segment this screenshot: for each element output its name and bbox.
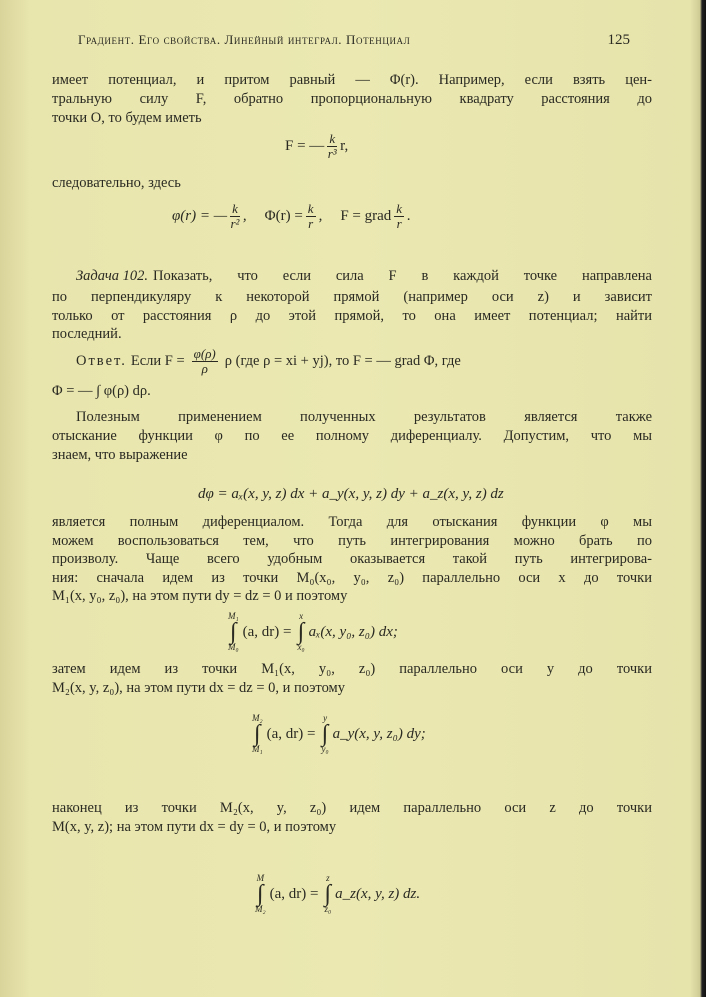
upper-limit: M [256, 873, 265, 883]
formula-part: . [407, 208, 411, 224]
text-line: можем воспользоваться тем, что путь интегрирования можно брать по [52, 533, 652, 549]
upper-limit: M₁ [228, 611, 239, 621]
formula-part: a_y(x, y, z₀) dy; [332, 725, 426, 742]
denominator: r [308, 216, 314, 231]
formula-part: F = grad [340, 208, 392, 224]
formula-force [285, 132, 348, 161]
text-line: имеет потенциал, и притом равный — Φ(r). Например, если взять цен- [52, 72, 652, 88]
text-line: точки O, то будем иметь [52, 110, 202, 126]
text-line: ния: сначала идем из точки M₀(x₀, y₀, z₀) параллельно оси x до точки [52, 570, 652, 586]
lower-limit: y₀ [321, 744, 329, 754]
formula-differential: dφ = aₓ(x, y, z) dx + a_y(x, y, z) dy + a_z(x, y, z) dz [198, 486, 504, 502]
text-line: является полным диференциалом. Тогда для отыскания функции φ мы [52, 514, 652, 530]
formula-part: aₓ(x, y₀, z₀) dx; [308, 623, 398, 640]
text-line: Показать, что если сила F в каждой точке направлена [153, 268, 652, 284]
lower-limit: M₂ [255, 904, 266, 914]
header-title: Градиент. Его свойства. Линейный интеграл. Потенциал [78, 32, 411, 47]
answer-line [76, 345, 652, 377]
denominator: ρ [201, 360, 208, 376]
text-line: M₁(x, y₀, z₀), на этом пути dy = dz = 0 и поэтому [52, 588, 348, 604]
lower-limit: M₁ [252, 744, 263, 754]
upper-limit: z [326, 873, 330, 883]
denominator: r² [230, 216, 240, 231]
numerator: k [232, 201, 238, 216]
text-line: тральную силу F, обратно пропорциональную квадрату расстояния до [52, 91, 653, 107]
text-line: Φ = — ∫ φ(ρ) dρ. [52, 383, 151, 399]
upper-limit: x [299, 611, 304, 621]
denominator: r [396, 216, 402, 231]
text-line: произволу. Чаще всего удобным оказывается такой путь интегрирова- [52, 551, 653, 567]
running-header [78, 32, 630, 49]
text-line: знаем, что выражение [52, 447, 188, 463]
text-line: M(x, y, z); на этом пути dx = dy = 0, и поэтому [52, 819, 337, 835]
text-line: Полезным применением полученных результатов является также [76, 409, 653, 425]
upper-limit: M₂ [252, 713, 263, 723]
upper-limit: y [323, 713, 328, 723]
formula-part: (a, dr) = [269, 885, 319, 902]
text-line: последний. [52, 326, 122, 342]
numerator: φ(ρ) [193, 345, 216, 361]
text-line: следовательно, здесь [52, 175, 181, 191]
formula-potential [172, 202, 411, 231]
formula-part: , [318, 208, 323, 224]
text-line: по перпендикуляру к некоторой прямой (например оси z) и зависит [52, 289, 652, 305]
lower-limit: z₀ [324, 904, 332, 914]
formula-part: , [242, 208, 247, 224]
task-line [76, 267, 652, 285]
numerator: k [396, 201, 403, 216]
text-line: только от расстояния ρ до этой прямой, то она имеет потенциал; найти [52, 308, 653, 324]
text-part: Если F = [130, 353, 185, 369]
formula-part: a_z(x, y, z) dz. [335, 885, 421, 902]
answer-label: Ответ. [76, 353, 127, 369]
lower-limit: M₀ [228, 642, 239, 652]
task-label: Задача 102. [76, 268, 148, 284]
numerator: k [329, 131, 336, 146]
text-line: затем идем из точки M₁(x, y₀, z₀) параллельно оси y до точки [52, 661, 652, 677]
text-line: отыскание функции φ по ее полному диференциалу. Допустим, что мы [52, 428, 653, 444]
formula-part: F = — [285, 138, 325, 154]
text-part: ρ (где ρ = xi + yj), то F = — grad Φ, где [224, 353, 461, 369]
page-number: 125 [607, 32, 630, 48]
text-line: наконец из точки M₂(x, y, z₀) идем параллельно оси z до точки [52, 800, 652, 816]
numerator: k [307, 201, 314, 216]
formula-part: r, [340, 138, 349, 154]
formula-part: (a, dr) = [266, 725, 316, 742]
lower-limit: x₀ [297, 642, 305, 652]
formula-part: φ(r) = — [172, 208, 228, 224]
denominator: r³ [327, 146, 337, 161]
formula-part: Φ(r) = [264, 208, 303, 224]
integral-3: M ∫ M₂ (a, dr) = z ∫ z₀ a_z(x, y, z) dz. [255, 873, 421, 914]
text-line: M₂(x, y, z₀), на этом пути dx = dz = 0, и поэтому [52, 680, 345, 696]
integral-1: M₁ ∫ M₀ (a, dr) = x ∫ x₀ aₓ(x, y₀, z₀) dx; [228, 611, 398, 652]
formula-part: (a, dr) = [242, 623, 292, 640]
integral-2: M₂ ∫ M₁ (a, dr) = y ∫ y₀ a_y(x, y, z₀) dy; [252, 713, 426, 754]
